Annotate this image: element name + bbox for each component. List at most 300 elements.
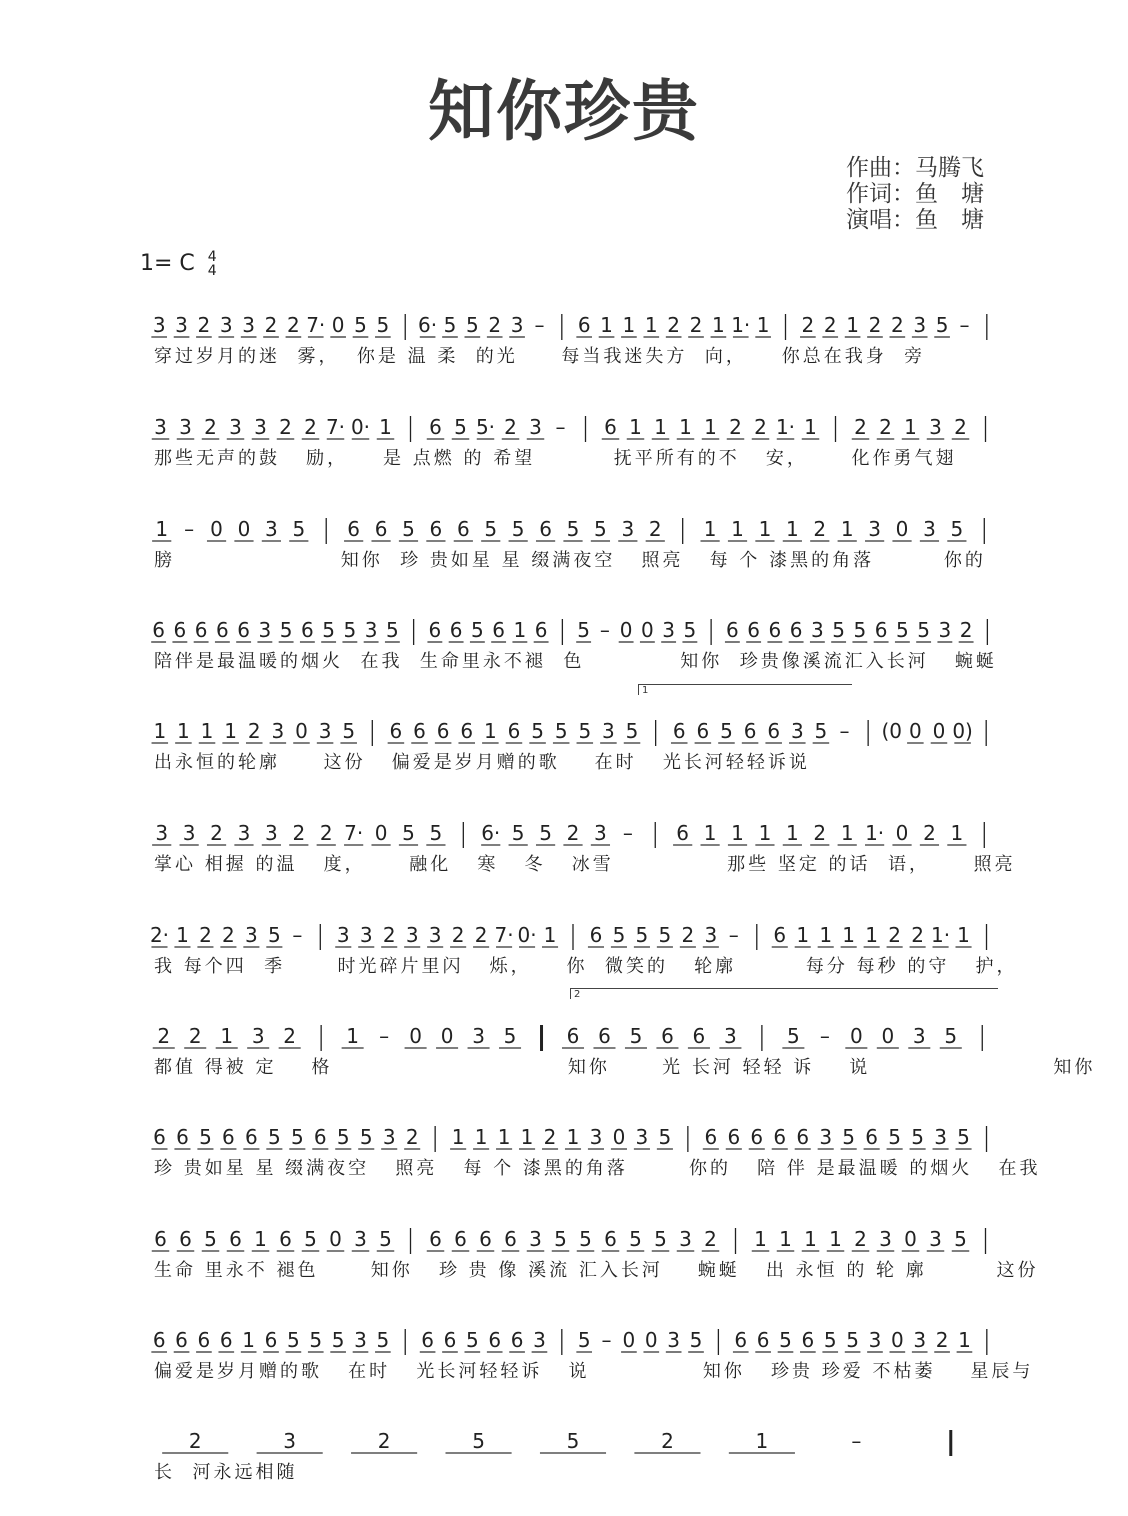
note: 5 [853, 618, 867, 642]
dash-note: – [622, 821, 633, 845]
note: 0 [331, 313, 345, 337]
note: 6 [436, 719, 450, 743]
note: 1 [220, 1024, 234, 1048]
note: 6 [229, 1227, 242, 1251]
score-system [148, 1224, 1039, 1314]
note: 3 [152, 313, 166, 337]
note: 5 [309, 1328, 323, 1352]
note: 1 [543, 923, 557, 947]
note: 2 [222, 923, 235, 947]
note: 7· [344, 821, 364, 845]
note: 5 [594, 517, 607, 541]
note: 2 [681, 923, 695, 947]
note: 5 [689, 1328, 703, 1352]
note: 0 [619, 618, 633, 642]
note: 6 [492, 618, 505, 642]
note: 6 [589, 923, 603, 947]
note: 5 [944, 1024, 958, 1048]
note: 2 [382, 923, 396, 947]
lyric-line: 穿过岁月的迷 雾， 你是 温 柔 的光 每当我迷失方 向， 你总在我身 旁 [154, 346, 926, 367]
note: 5 [454, 415, 467, 439]
note: 6 [566, 1024, 580, 1048]
note: 6· [418, 313, 438, 337]
note: 5 [842, 1125, 856, 1149]
note: 6 [179, 1227, 192, 1251]
note: 2 [405, 1125, 419, 1149]
note: 6 [460, 719, 474, 743]
lyric-line: 膀 知你 珍 贵如星 星 缀满夜空 照亮 每 个 漆黑的角落 你的 [154, 550, 986, 571]
second-ending-label: 2 [574, 989, 581, 1000]
lyric-line: 出永恒的轮廓 这份 偏爱是岁月赠的歌 在时 光长河轻轻诉说 [154, 752, 810, 773]
note: 3 [938, 618, 952, 642]
note: 3 [912, 1024, 926, 1048]
score-system [148, 514, 998, 604]
note: 1 [756, 313, 770, 337]
note: 5 [654, 1227, 667, 1251]
note: 6 [173, 618, 187, 642]
note: 6 [301, 618, 314, 642]
note: 1 [654, 415, 667, 439]
note: 0 [904, 1227, 917, 1251]
note: 3 [621, 517, 635, 541]
note: 2 [247, 719, 261, 743]
note: 1 [224, 719, 238, 743]
note: 6 [789, 618, 803, 642]
note: 5 [832, 618, 845, 642]
note: 3 [635, 1125, 649, 1149]
note: 2 [729, 415, 742, 439]
note: 1 [755, 1429, 769, 1453]
note: 2 [283, 1024, 297, 1048]
note: 2 [890, 313, 904, 337]
note: 5 [342, 719, 356, 743]
lyric-line: 那些无声的鼓 励， 是 点燃 的 希望 抚平所有的不 安， 化作勇气翅 [154, 448, 957, 469]
note: 6 [692, 1024, 706, 1048]
note: 1 [622, 313, 636, 337]
note: 5 [429, 821, 443, 845]
note: 6 [219, 1328, 233, 1352]
note: 2 [199, 923, 212, 947]
note: 6 [727, 1125, 741, 1149]
note: 3 [868, 517, 881, 541]
note: 1 [497, 1125, 511, 1149]
note: 2 [823, 313, 837, 337]
note: 0 [210, 517, 223, 541]
singer-credit: 演唱：鱼 塘 [846, 207, 984, 233]
note: 5 [343, 618, 357, 642]
note: 6 [801, 1328, 815, 1352]
note: 6 [756, 1328, 770, 1352]
note: 0 [849, 1024, 863, 1048]
note: 2 [854, 1227, 867, 1251]
note: 7· [306, 313, 326, 337]
lyric-line: 生命 里永不 褪色 知你 珍 贵 像 溪流 汇入长河 蜿蜒 出 永恒 的 轮 廓 这份 [154, 1260, 1039, 1281]
note: 6 [773, 923, 787, 947]
note: 2 [157, 1024, 171, 1048]
note: 3 [155, 821, 169, 845]
note: 5 [612, 923, 626, 947]
note: 6 [389, 719, 403, 743]
note: 5 [566, 517, 580, 541]
note: 5 [577, 618, 590, 642]
note: 3 [533, 1328, 546, 1352]
note: 6 [676, 821, 690, 845]
note: 5 [629, 1024, 643, 1048]
time-signature-top: 4 [207, 249, 217, 265]
note: 3 [819, 1125, 833, 1149]
note: 5 [336, 1125, 350, 1149]
note: 0 [890, 1328, 904, 1352]
time-signature-bottom: 4 [207, 263, 217, 279]
note: 3 [354, 1227, 367, 1251]
note: 5 [888, 1125, 901, 1149]
note: 6 [175, 1328, 188, 1352]
note: 0 [409, 1024, 422, 1048]
note: 5 [917, 618, 930, 642]
note: 3 [428, 923, 442, 947]
note: 6 [750, 1125, 764, 1149]
lyric-line: 都值 得被 定 格 知你 光 长河 轻轻 诉 说 知你 [154, 1057, 1096, 1078]
note: 3 [934, 1125, 947, 1149]
note: 1 [704, 415, 717, 439]
note: 1 [779, 1227, 792, 1251]
note: 2 [304, 415, 317, 439]
note: 3 [237, 821, 251, 845]
note: 5 [846, 1328, 859, 1352]
note: 2· [149, 923, 170, 947]
note: 5 [204, 1227, 217, 1251]
note: 2 [704, 1227, 717, 1251]
note: 1 [200, 719, 214, 743]
time-signature [208, 250, 217, 278]
lyric-line: 掌心 相握 的温 度， 融化 寒 冬 冰雪 那些 坚定 的话 语， 照亮 [154, 854, 1016, 875]
note: 6 [443, 1328, 457, 1352]
note: 3 [219, 313, 233, 337]
note: 6 [413, 719, 426, 743]
note: 6 [773, 1125, 787, 1149]
note: 3 [704, 923, 718, 947]
note: 2 [959, 618, 973, 642]
note: 5 [566, 1429, 580, 1453]
composer-credit: 作曲：马腾飞 [846, 155, 984, 181]
score-system [148, 412, 998, 502]
note: 5 [531, 719, 544, 743]
note: 2 [451, 923, 465, 947]
note: 6 [449, 618, 463, 642]
note: 3 [472, 1024, 485, 1048]
note: 5 [658, 923, 672, 947]
note: 5 [814, 719, 828, 743]
note: 5 [658, 1125, 672, 1149]
note: 2 [188, 1429, 202, 1453]
note: 5 [471, 618, 484, 642]
note: 2 [854, 415, 867, 439]
note: 3 [529, 415, 542, 439]
note: 2 [279, 415, 292, 439]
note: 1 [155, 517, 169, 541]
note: 2 [911, 923, 924, 947]
note: 2 [566, 821, 580, 845]
note: 0· [350, 415, 371, 439]
note: 2 [504, 415, 517, 439]
note: 5 [577, 1328, 591, 1352]
note: 5 [911, 1125, 924, 1149]
note: 2 [954, 415, 967, 439]
note: 1 [785, 517, 799, 541]
score-system [148, 1021, 1096, 1111]
note: 2 [661, 1429, 674, 1453]
note: 2 [543, 1125, 557, 1149]
note: 5 [331, 1328, 345, 1352]
note: 7· [494, 923, 514, 947]
note: 5 [484, 517, 498, 541]
note: 6 [194, 618, 208, 642]
lyric-line: 陪伴是最温暖的烟火 在我 生命里永不褪 色 知你 珍贵像溪流汇入长河 蜿蜒 [154, 651, 997, 672]
lyric-line: 长 河永远相随 [154, 1462, 298, 1483]
note: 1 [176, 923, 189, 947]
note: 5 [629, 1227, 642, 1251]
note: 3 [254, 415, 267, 439]
note: 1 [819, 923, 833, 947]
note: 1 [842, 923, 856, 947]
note: 5 [287, 1328, 300, 1352]
note: 5 [402, 821, 415, 845]
note: 5 [511, 517, 525, 541]
note: 6 [672, 719, 686, 743]
note: 6 [796, 1125, 810, 1149]
note: 2 [292, 821, 306, 845]
note: 3 [589, 1125, 603, 1149]
note: 0 [932, 719, 946, 743]
note: 3 [283, 1429, 297, 1453]
note: 1 [254, 1227, 267, 1251]
note: 1 [520, 1125, 534, 1149]
note: 1 [846, 313, 859, 337]
note: 6 [604, 415, 617, 439]
note: 1· [931, 923, 951, 947]
note: 5 [386, 618, 399, 642]
note: 5 [896, 618, 909, 642]
note: (0 [881, 719, 903, 743]
note: 2 [754, 415, 767, 439]
note: 0 [895, 517, 909, 541]
note: 2 [801, 313, 815, 337]
note: 2 [264, 313, 278, 337]
note: 0 [612, 1125, 626, 1149]
note: 3 [868, 1328, 882, 1352]
note: 1 [840, 821, 854, 845]
note: 3 [271, 719, 285, 743]
note: 2 [287, 313, 300, 337]
note: 6 [374, 517, 388, 541]
key-signature [140, 250, 217, 278]
note: 6 [429, 415, 442, 439]
note: 6 [154, 1227, 167, 1251]
note: 5 [354, 313, 367, 337]
dash-note: – [599, 618, 610, 642]
note: 1 [731, 821, 744, 845]
note: 6 [704, 1125, 718, 1149]
note: 6 [743, 719, 757, 743]
note: 6 [279, 1227, 292, 1251]
note: 2 [879, 415, 892, 439]
note: 5 [465, 313, 479, 337]
note: 6 [456, 517, 470, 541]
note: 3 [662, 618, 675, 642]
first-ending-bracket [638, 684, 852, 695]
note: 5 [376, 1328, 390, 1352]
note: 5 [720, 719, 733, 743]
note: 1 [829, 1227, 842, 1251]
note: 3 [913, 1328, 927, 1352]
note: 3 [175, 313, 188, 337]
note: 3 [258, 618, 272, 642]
note: 1 [242, 1328, 256, 1352]
note: 3 [318, 719, 332, 743]
song-title: 知你珍贵 [428, 73, 700, 150]
note: 1 [703, 821, 717, 845]
note: 0) [952, 719, 973, 743]
note: 5 [954, 1227, 967, 1251]
note: 0 [374, 821, 388, 845]
note: 6 [176, 1125, 189, 1149]
note: 0 [237, 517, 251, 541]
note: 6 [510, 1328, 524, 1352]
dash-note: – [184, 517, 195, 541]
note: 6 [313, 1125, 327, 1149]
note: 0 [895, 821, 909, 845]
note: 1 [483, 719, 497, 743]
note: 3 [265, 821, 278, 845]
note: 5 [787, 1024, 800, 1048]
note: 5 [279, 618, 293, 642]
note: 1 [804, 415, 817, 439]
note: 2 [204, 415, 217, 439]
note: 2 [488, 313, 502, 337]
note: 6 [428, 618, 442, 642]
lyric-line: 我 每个四 季 时光碎片里闪 烁， 你 微笑的 轮廓 每分 每秒 的守 护， [154, 956, 1018, 977]
note: 6 [488, 1328, 502, 1352]
note: 3 [242, 313, 256, 337]
note: 6 [152, 618, 165, 642]
note: 3 [245, 923, 258, 947]
note: 5 [957, 1125, 970, 1149]
dash-note: – [959, 313, 970, 337]
second-ending-bracket [570, 988, 998, 999]
note: 6 [767, 719, 781, 743]
note: 2 [935, 1328, 949, 1352]
note: 0 [295, 719, 308, 743]
note: 3 [354, 1328, 367, 1352]
note: 1 [153, 719, 167, 743]
note: 1 [177, 719, 190, 743]
key-label: 1= C [140, 251, 195, 276]
score-system [148, 310, 998, 400]
dash-note: – [819, 1024, 830, 1048]
note: 5 [304, 1227, 317, 1251]
note: 5 [935, 313, 949, 337]
note: 5 [950, 517, 964, 541]
note: 6 [539, 517, 552, 541]
note: 2 [868, 313, 882, 337]
note: 5 [578, 719, 592, 743]
note: 3 [913, 313, 927, 337]
note: 5 [199, 1125, 212, 1149]
note: 6 [768, 618, 782, 642]
score-system [148, 1325, 1034, 1415]
note: 3 [602, 719, 615, 743]
note: 2 [923, 821, 936, 845]
note: 1 [566, 1125, 580, 1149]
note: 6 [696, 719, 710, 743]
note: 3 [182, 821, 196, 845]
note: 1 [379, 415, 392, 439]
note: 6 [152, 1328, 166, 1352]
note: 1 [712, 313, 725, 337]
note: 6 [429, 1227, 442, 1251]
note: 6· [481, 821, 501, 845]
note: 6 [577, 313, 591, 337]
dash-note: – [601, 1328, 612, 1352]
credits-block [846, 155, 984, 233]
note: 3 [229, 415, 242, 439]
note: 1 [865, 923, 879, 947]
note: 3 [724, 1024, 737, 1048]
note: 3 [790, 719, 804, 743]
note: 5 [267, 1125, 281, 1149]
note: 0 [644, 1328, 658, 1352]
note: 6 [479, 1227, 492, 1251]
note: 5 [539, 821, 552, 845]
note: 5 [511, 821, 525, 845]
note: 3 [879, 1227, 892, 1251]
note: 0· [517, 923, 537, 947]
dash-note: – [379, 1024, 390, 1048]
note: 3 [154, 415, 167, 439]
score-system [148, 818, 1016, 908]
note: 1 [758, 821, 772, 845]
note: 6 [222, 1125, 235, 1149]
note: 5 [465, 1328, 479, 1352]
note: 3 [510, 313, 524, 337]
note: 3 [667, 1328, 681, 1352]
note: 6 [534, 618, 548, 642]
note: 6 [604, 1227, 617, 1251]
note: 6 [153, 1125, 166, 1149]
note: 1 [679, 415, 692, 439]
dash-note: – [292, 923, 303, 947]
note: 1 [796, 923, 810, 947]
note: 5 [292, 517, 306, 541]
note: 3 [679, 1227, 692, 1251]
dash-note: – [534, 313, 545, 337]
note: 5 [322, 618, 335, 642]
note: 6 [237, 618, 250, 642]
note: 5 [290, 1125, 304, 1149]
note: 6 [734, 1328, 748, 1352]
note: 0 [440, 1024, 454, 1048]
note: 2 [188, 1024, 202, 1048]
score-system [148, 1122, 1041, 1212]
dash-note: – [728, 923, 739, 947]
note: 5 [443, 313, 457, 337]
note: 5 [503, 1024, 517, 1048]
note: 5 [359, 1125, 373, 1149]
note: 2 [813, 821, 827, 845]
note: 1 [804, 1227, 817, 1251]
note: 5 [267, 923, 281, 947]
note: 6 [507, 719, 521, 743]
